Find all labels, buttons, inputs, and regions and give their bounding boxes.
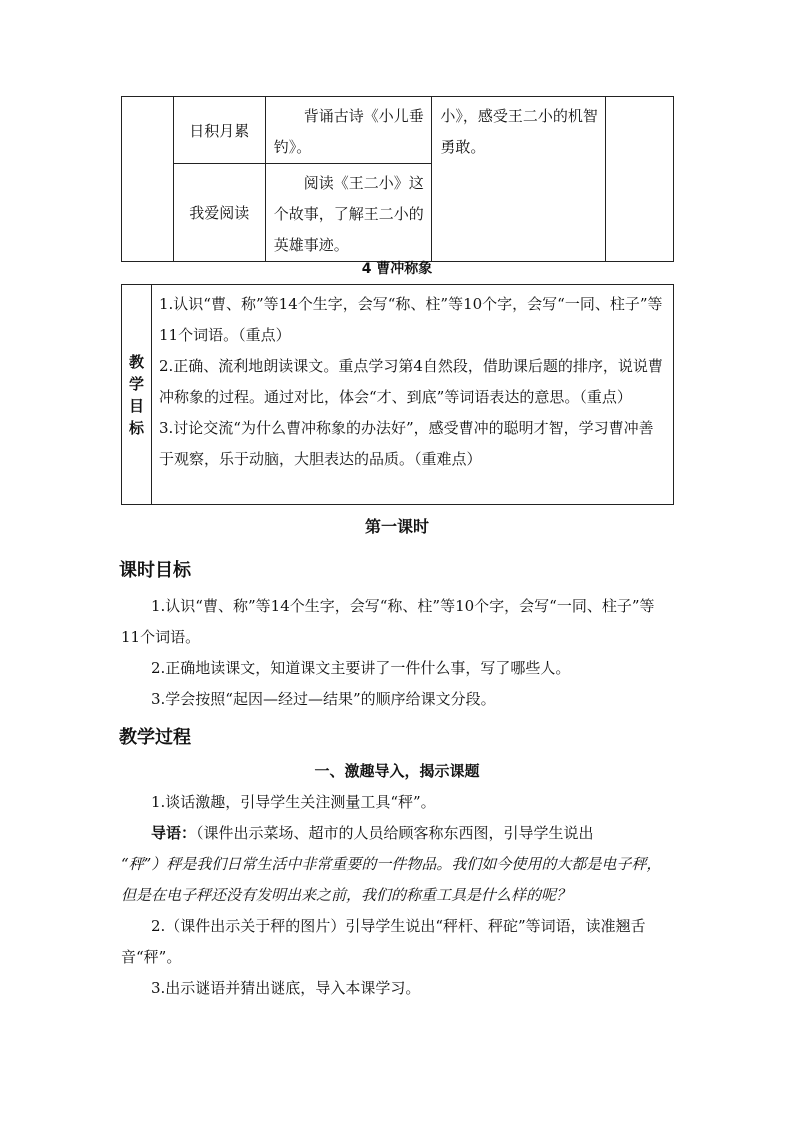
part-title: 一、激趣导入，揭示课题 [314, 762, 480, 780]
process-heading: 教学过程 [119, 727, 191, 748]
intro-continued: “秤”）秤是我们日常生活中非常重要的一件物品。我们如今使用的大都是电子秤，但是在电子秤还没有发明出来之前，我们的称重工具是什么样的呢？ [121, 855, 662, 904]
lesson-goal-item: 3.学会按照“起因—经过—结果”的顺序给课文分段。 [151, 690, 496, 708]
lesson-goals-heading: 课时目标 [119, 560, 191, 581]
goal-item: 2.正确、流利地朗读课文。重点学习第4自然段，借助课后题的排序，说说曹冲称象的过程。通过对比，体会“才、到底”等词语表达的意思。（重点） [159, 357, 663, 406]
intro-paragraph [121, 818, 666, 849]
period-title: 第一课时 [364, 517, 429, 536]
lesson-title: 4 曹冲称象 [361, 261, 433, 277]
teaching-goals-label [122, 285, 152, 505]
lesson-goals-list [121, 591, 666, 715]
empty-cell-right [606, 97, 674, 262]
goal-item: 1.认识“曹、称”等14个生字，会写“称、柱”等10个字，会写“一同、柱子”等11个词语。（重点） [159, 295, 663, 344]
activities-table [121, 96, 674, 262]
label-char: 学 [128, 374, 144, 393]
teaching-goals-table [121, 284, 674, 505]
label-char: 教 [128, 352, 144, 371]
goal-item: 3.讨论交流“为什么曹冲称象的办法好”，感受曹冲的聪明才智，学习曹冲善于观察，乐于动脑，大胆表达的品质。（重难点） [159, 419, 654, 468]
activity-label: 日积月累 [173, 97, 265, 164]
label-char: 标 [128, 418, 144, 437]
process-body [121, 787, 666, 1004]
activity-goal: 小》，感受王二小的机智勇敢。 [432, 97, 606, 262]
intro-line: （课件出示菜场、超市的人员给顾客称东西图，引导学生说出 [196, 824, 594, 842]
empty-cell-left [122, 97, 174, 262]
label-char: 目 [128, 396, 144, 415]
step-item: 3.出示谜语并猜出谜底，导入本课学习。 [151, 979, 421, 997]
lesson-goal-item: 2.正确地读课文，知道课文主要讲了一件什么事，写了哪些人。 [151, 659, 571, 677]
activity-label: 我爱阅读 [173, 164, 265, 262]
step-item: 1.谈话激趣，引导学生关注测量工具“秤”。 [151, 793, 436, 811]
intro-label: 导语： [151, 824, 197, 842]
activity-content: 阅读《王二小》这个故事，了解王二小的英雄事迹。 [265, 164, 432, 262]
step-item: 2.（课件出示关于秤的图片）引导学生说出“秤杆、秤砣”等词语，读准翘舌音“秤”。 [121, 917, 646, 966]
lesson-goal-item: 1.认识“曹、称”等14个生字，会写“称、柱”等10个字，会写“一同、柱子”等11个词语。 [121, 597, 655, 646]
activity-content: 背诵古诗《小儿垂钓》。 [265, 97, 432, 164]
teaching-goals-list [152, 285, 674, 505]
